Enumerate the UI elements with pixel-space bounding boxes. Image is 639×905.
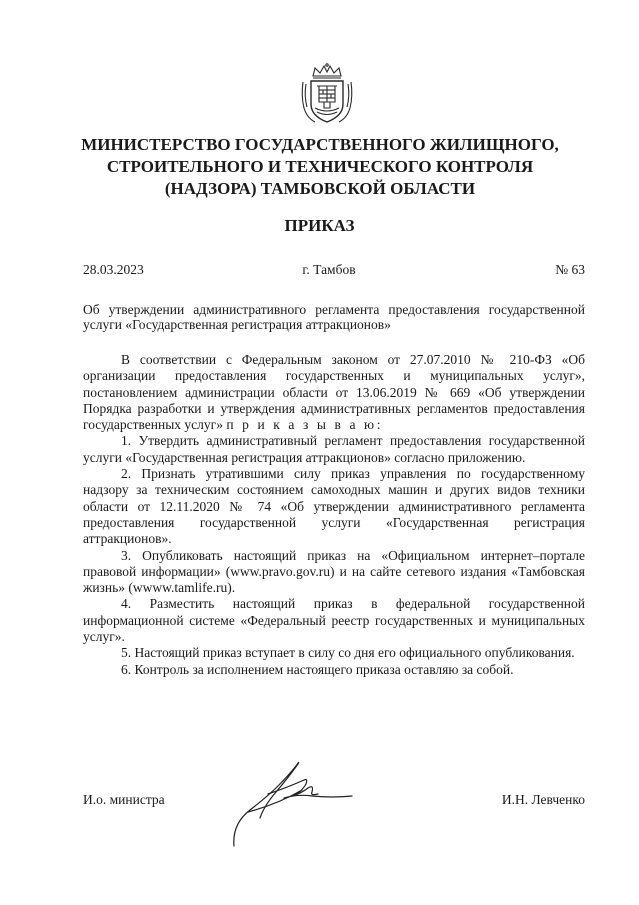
org-line-2: СТРОИТЕЛЬНОГО И ТЕХНИЧЕСКОГО КОНТРОЛЯ bbox=[106, 157, 534, 176]
handwritten-signature-icon bbox=[228, 754, 378, 854]
org-line-1: МИНИСТЕРСТВО ГОСУДАРСТВЕННОГО ЖИЛИЩНОГО, bbox=[81, 135, 559, 154]
order-date: 28.03.2023 bbox=[83, 262, 144, 277]
order-item: 4. Разместить настоящий приказ в федеральной государственной информационной системе «Федеральный реестр государственных и муниципальных услуг». bbox=[83, 596, 585, 645]
preamble-paragraph bbox=[83, 352, 585, 433]
signatory-name: И.Н. Левченко bbox=[501, 792, 585, 807]
order-number: № 63 bbox=[555, 262, 585, 277]
signatory-position: И.о. министра bbox=[83, 792, 165, 807]
order-city: г. Тамбов bbox=[302, 262, 356, 277]
order-body bbox=[83, 352, 585, 678]
document-type: ПРИКАЗ bbox=[284, 216, 355, 235]
order-item: 6. Контроль за исполнением настоящего приказа оставляю за собой. bbox=[121, 661, 514, 677]
org-line-3: (НАДЗОРА) ТАМБОВСКОЙ ОБЛАСТИ bbox=[164, 179, 476, 198]
order-item: 3. Опубликовать настоящий приказ на «Официальном интернет–портале правовой информации» (www.pravo.gov.ru) и на сайте сетевого издания «Тамбовская жизнь» (wwww.tamlife.ru). bbox=[83, 547, 585, 596]
order-item: 5. Настоящий приказ вступает в силу со дня его официального опубликования. bbox=[121, 645, 575, 661]
order-word: п р и к а з ы в а ю: bbox=[226, 417, 384, 433]
tambov-coat-of-arms-icon bbox=[297, 62, 357, 126]
organization-name bbox=[40, 134, 600, 200]
order-item: 2. Признать утратившими силу приказ управления по государственному надзору за техническим состоянием самоходных машин и других видов техники области от 12.11.2020 № 74 «Об утверждении административного регламента предоставления государственной услуги «Государственная регистрация аттракционов». bbox=[83, 466, 585, 547]
preamble-text: В соответствии с Федеральным законом от 27.07.2010 № 210-ФЗ «Об организации предоставления государственных и муниципальных услуг», постановлением администрации области от 13.06.2019 № 669 «Об утверждении Порядка разработки и утверждения административных регламентов предоставления государственных услуг» bbox=[83, 352, 585, 433]
order-item: 1. Утвердить административный регламент предоставления государственной услуги «Государственная регистрация аттракционов» согласно приложению. bbox=[83, 433, 585, 465]
order-subject: Об утверждении административного регламента предоставления государственной услуги «Государственная регистрация аттракционов» bbox=[83, 302, 585, 332]
